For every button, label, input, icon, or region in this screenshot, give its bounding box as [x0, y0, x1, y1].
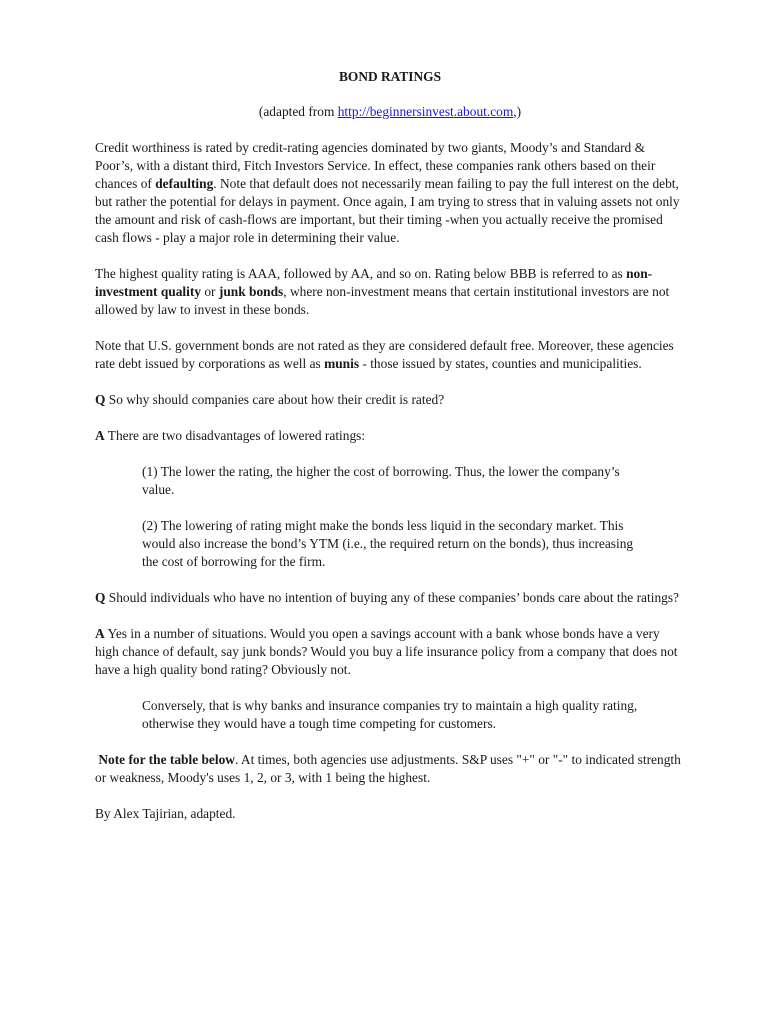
- byline: By Alex Tajirian, adapted.: [95, 806, 236, 821]
- p2-bold-non-investment: non-investment quality: [95, 266, 653, 299]
- q2-text: Should individuals who have no intention of buying any of these companies’ bonds care about the ratings?: [105, 590, 679, 605]
- document-page: [95, 68, 685, 841]
- paragraph-credit-worthiness: [95, 139, 685, 247]
- answer-1: [95, 427, 685, 445]
- point-1: (1) The lower the rating, the higher the cost of borrowing. Thus, the lower the company’s value.: [142, 464, 620, 497]
- p3-text-a: Note that U.S. government bonds are not rated as they are considered default free. Moreover, these agencies rate debt issued by corporations as well as: [95, 338, 674, 371]
- point-2: (2) The lowering of rating might make the bonds less liquid in the secondary market. This would also increase the bond’s YTM (i.e., the required return on the bonds), thus increasing the cost of borrowing for the firm.: [142, 518, 634, 569]
- paragraph-government-bonds: [95, 337, 685, 373]
- p2-bold-junk-bonds: junk bonds: [218, 284, 284, 299]
- subtitle-prefix: (adapted from: [258, 104, 338, 119]
- q2-label: Q: [95, 590, 106, 605]
- q1-label: Q: [95, 392, 106, 407]
- p3-bold-munis: munis: [324, 356, 360, 371]
- note-text: . At times, both agencies use adjustments. S&P uses "+" or "-" to indicated strength or weakness, Moody's uses 1, 2, or 3, with 1 being the highest.: [95, 752, 681, 785]
- table-note: [95, 751, 685, 787]
- paragraph-highest-rating: [95, 265, 685, 319]
- question-2: [95, 589, 685, 607]
- p3-text-b: - those issued by states, counties and municipalities.: [359, 356, 642, 371]
- conversely-paragraph: Conversely, that is why banks and insurance companies try to maintain a high quality rating, otherwise they would have a tough time competing for customers.: [142, 698, 638, 731]
- p1-text-b: . Note that default does not necessarily mean failing to pay the full interest on the debt, but rather the potential for delays in payment. Once again, I am trying to stress that in valuing assets not only the amount and risk of cash-flows are important, but their timing -when you actually receive the promised cash flows - play a major role in determining their value.: [95, 176, 680, 245]
- note-bold-label: Note for the table below: [98, 752, 235, 767]
- a2-text: Yes in a number of situations. Would you open a savings account with a bank whose bonds have a very high chance of default, say junk bonds? Would you buy a life insurance policy from a company that does not have a high quality bond rating? Obviously not.: [95, 626, 678, 677]
- p1-text-a: Credit worthiness is rated by credit-rating agencies dominated by two giants, Moody’s and Standard & Poor’s, with a distant third, Fitch Investors Service. In effect, these companies rank others based on their chances of: [95, 140, 656, 191]
- question-1: [95, 391, 685, 409]
- document-title: BOND RATINGS: [338, 69, 442, 84]
- q1-text: So why should companies care about how their credit is rated?: [105, 392, 445, 407]
- document-subtitle: [95, 103, 685, 121]
- p1-bold-defaulting: defaulting: [155, 176, 214, 191]
- p2-text-mid: or: [201, 284, 219, 299]
- source-link[interactable]: http://beginnersinvest.about.com: [337, 104, 514, 119]
- answer-2: [95, 625, 685, 679]
- a1-label: A: [95, 428, 105, 443]
- subtitle-suffix: ,): [513, 104, 522, 119]
- a2-label: A: [95, 626, 105, 641]
- p2-text-b: , where non-investment means that certain institutional investors are not allowed by law to invest in these bonds.: [95, 284, 670, 317]
- a1-text: There are two disadvantages of lowered ratings:: [104, 428, 366, 443]
- p2-text-a: The highest quality rating is AAA, followed by AA, and so on. Rating below BBB is referred to as: [95, 266, 627, 281]
